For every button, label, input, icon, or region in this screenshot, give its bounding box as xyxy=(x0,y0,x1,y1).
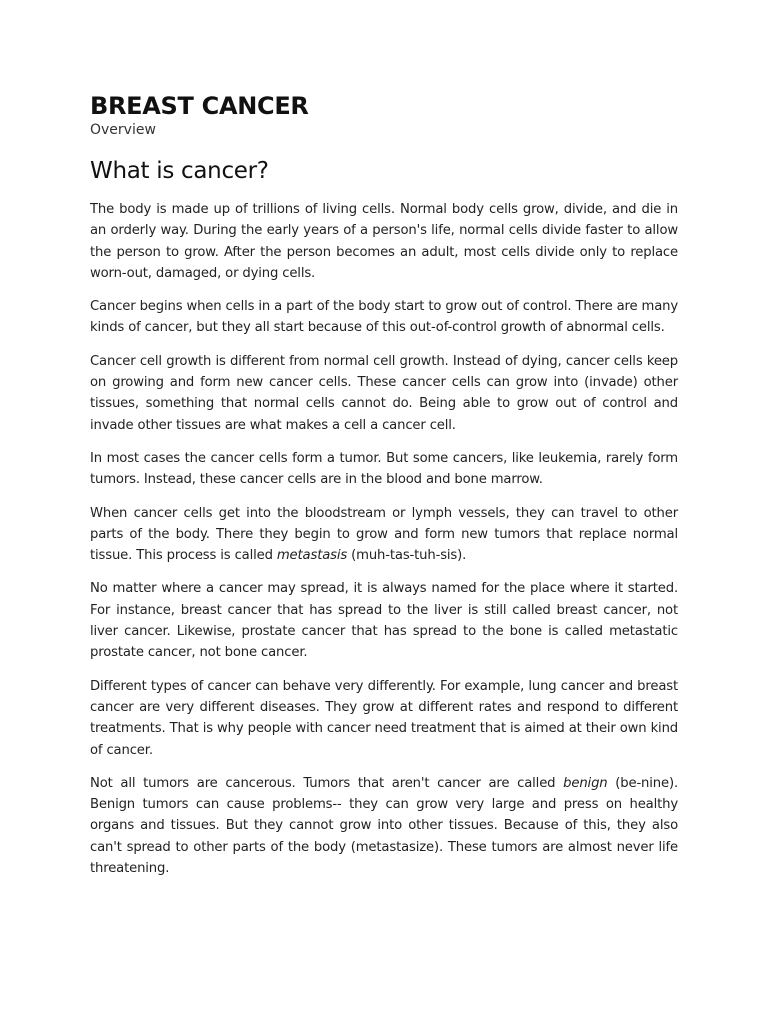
paragraph-naming: No matter where a cancer may spread, it is always named for the place where it started. For instance, breast cancer that has spread to the liver is still called breast cancer, not liver cancer. Likewise, prostate cancer that has spread to the bone is called metastatic prostate cancer, not bone cancer. xyxy=(90,581,678,661)
document-title: BREAST CANCER xyxy=(90,92,309,120)
paragraph-cell-growth: Cancer cell growth is different from normal cell growth. Instead of dying, cancer cells keep on growing and form new cancer cells. These cancer cells can grow into (invade) other tissues, something that normal cells cannot do. Being able to grow out of control and invade other tissues are what makes a cell a cancer cell. xyxy=(90,353,678,433)
document-page xyxy=(90,92,678,891)
paragraph-cancer-begins: Cancer begins when cells in a part of the body start to grow out of control. There are many kinds of cancer, but they all start because of this out-of-control growth of abnormal cells. xyxy=(90,299,678,336)
paragraph-body-cells: The body is made up of trillions of living cells. Normal body cells grow, divide, and die in an orderly way. During the early years of a person's life, normal cells divide faster to allow the person to grow. After the person becomes an adult, most cells divide only to replace worn-out, damaged, or dying cells. xyxy=(90,202,678,281)
paragraph-metastasis-before: When cancer cells get into the bloodstream or lymph vessels, they can travel to other parts of the body. There they begin to grow and form new tumors that replace normal tissue. This process is called xyxy=(90,505,678,564)
paragraph-benign xyxy=(90,773,678,879)
paragraph-tumor: In most cases the cancer cells form a tumor. But some cancers, like leukemia, rarely form tumors. Instead, these cancer cells are in the blood and bone marrow. xyxy=(90,450,678,488)
paragraph-metastasis-after: (muh-tas-tuh-sis). xyxy=(347,548,467,564)
term-metastasis: metastasis xyxy=(276,548,348,564)
paragraph-benign-before: Not all tumors are cancerous. Tumors that aren't cancer are called xyxy=(90,775,564,791)
paragraph-benign-after: (be-nine). Benign tumors can cause problems-- they can grow very large and press on healthy organs and tissues. But they cannot grow into other tissues. Because of this, they also can't spread to other parts of the body (metastasize). These tumors are almost never life threatening. xyxy=(90,775,678,877)
document-subtitle: Overview xyxy=(90,122,156,138)
term-benign: benign xyxy=(563,775,608,791)
paragraph-types: Different types of cancer can behave very differently. For example, lung cancer and breast cancer are very different diseases. They grow at different rates and respond to different treatments. That is why people with cancer need treatment that is aimed at their own kind of cancer. xyxy=(90,678,678,758)
section-heading: What is cancer? xyxy=(90,158,269,184)
paragraph-metastasis xyxy=(90,503,678,567)
